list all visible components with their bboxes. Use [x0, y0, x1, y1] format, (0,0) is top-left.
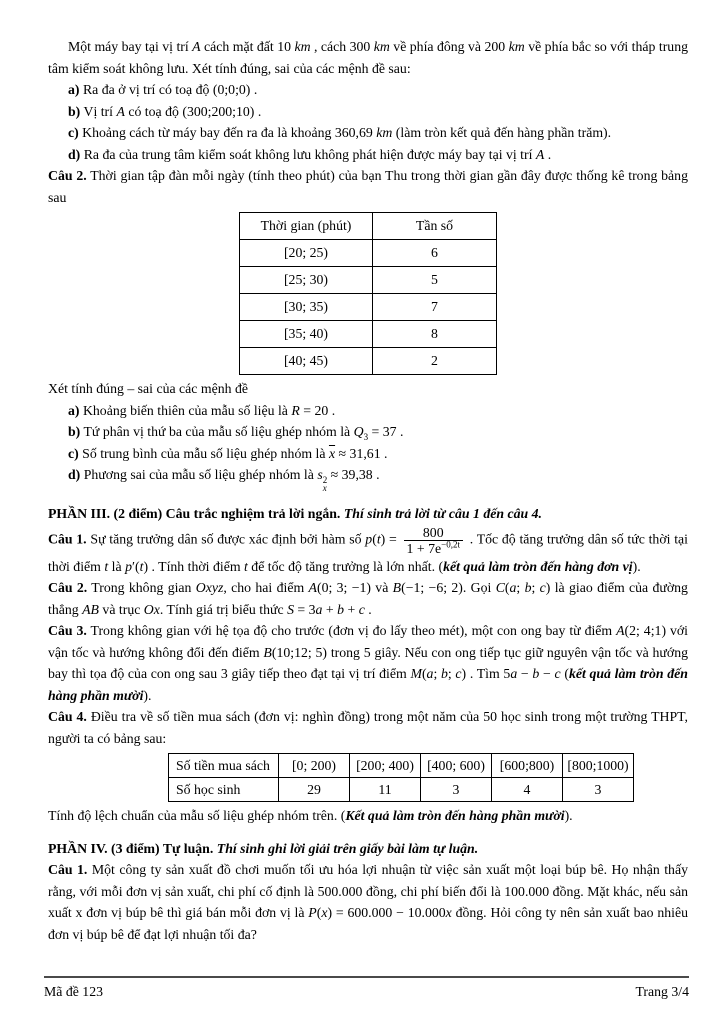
table-cell: 6 [373, 240, 497, 267]
text-run: ). [564, 808, 573, 823]
p2q2-statement-c [48, 443, 688, 465]
text-run: . Tốc độ tăng trưởng dân số tức thời tại thời điểm [48, 531, 688, 574]
text-run: d) [68, 146, 81, 162]
text-run: c [539, 580, 546, 595]
text-run: Khoảng cách từ máy bay đến ra đa là khoảng 360,69 [78, 125, 377, 140]
text-run: M [410, 666, 422, 681]
text-run: Ox [143, 601, 160, 617]
text-run: c) [68, 125, 79, 140]
text-run: p [125, 558, 132, 574]
text-run: = 37 . [368, 424, 404, 439]
text-run: có toạ độ (300;200;10) . [124, 103, 262, 119]
text-run: t [244, 558, 248, 574]
text-run: Số trung bình của mẫu số liệu ghép nhóm là [78, 445, 329, 461]
text-run: t [139, 558, 144, 574]
text-run: Ra đa của trung tâm kiểm soát không lưu không phát hiện được máy bay tại vị trí [80, 146, 536, 162]
text-run: $\overline{x}$ [328, 445, 336, 461]
text-run: Câu 2. [48, 168, 87, 183]
text-run: km [294, 39, 311, 54]
p3q4-prompt [48, 805, 688, 827]
text-run: p [365, 531, 373, 547]
text-run: A [616, 623, 625, 638]
text-run: là [108, 558, 126, 574]
text-run: + [322, 601, 338, 617]
p3q3 [48, 620, 688, 706]
text-run: Vị trí [80, 103, 117, 119]
subscript: x [322, 483, 327, 493]
text-run: AB [82, 601, 99, 617]
table-row [240, 213, 497, 240]
text-run: ; [531, 580, 540, 595]
text-run: . [364, 601, 372, 617]
text-run: (10;12; 5) trong 5 giây. Nếu con ong tiếp tục giữ nguyên vận tốc và hướng bay thì tọa độ của con ong sau 3 giây tiếp theo đạt tại vị trí điểm [48, 644, 688, 681]
table-cell: [600;800) [492, 754, 563, 778]
text-run: Thí sinh ghi lời giải trên giấy bài làm tự luận. [216, 840, 479, 856]
table-row [240, 267, 497, 294]
text-run: để tốc độ tăng trưởng là lớn nhất. ( [247, 558, 444, 574]
p2q2-statement-b [48, 421, 688, 443]
text-run: c [554, 666, 561, 681]
text-run: Kết quả làm tròn đến hàng phần mười [345, 808, 565, 823]
text-run: (2; 4;1) với vận tốc và hướng không đổi đến điểm [48, 623, 689, 660]
fraction-denominator [404, 540, 463, 556]
text-run: 1 + 7e [406, 540, 442, 556]
table-cell: 2 [373, 348, 497, 375]
text-run: về phía bắc so với tháp trung tâm kiểm soát không lưu. Xét tính đúng, sai của các mệnh đề sau: [48, 39, 688, 76]
time-frequency-table [239, 212, 497, 375]
table-row [240, 294, 497, 321]
table-cell: [800;1000) [563, 754, 634, 778]
text-run: Sự tăng trưởng dân số được xác định bởi hàm số [86, 531, 366, 547]
text-run: Câu 3. [48, 623, 87, 638]
text-run: a [315, 601, 323, 617]
fraction [402, 525, 465, 556]
table-cell: 3 [421, 778, 492, 802]
text-run: và trục [98, 601, 144, 617]
text-run: = 3 [293, 601, 316, 617]
text-run: ; [516, 580, 525, 595]
text-run: PHẦN III. (2 điểm) Câu trắc nghiệm trả lời ngắn. [48, 506, 344, 521]
text-run: S [287, 601, 294, 617]
text-run: . Tính thời điểm [148, 558, 244, 574]
p2q1-intro [48, 36, 688, 79]
text-run: Câu 2. [48, 580, 88, 595]
text-run: c) [68, 445, 79, 461]
text-run: Trong không gian [87, 580, 196, 595]
text-run: c [455, 666, 462, 681]
table-cell: [25; 30) [240, 267, 373, 294]
text-run: b [337, 601, 345, 617]
text-run: B [392, 580, 402, 595]
p2q1-statement-d [48, 144, 688, 166]
text-run: a [510, 666, 518, 681]
table-row [240, 321, 497, 348]
text-run: Tứ phân vị thứ ba của mẫu số liệu ghép nhóm là [80, 424, 354, 439]
text-run: A [535, 146, 545, 162]
exam-code: Mã đề 123 [44, 984, 104, 999]
text-run: Tính độ lệch chuẩn của mẫu số liệu ghép nhóm trên. ( [48, 808, 346, 823]
text-run: Khoảng biến thiên của mẫu số liệu là [79, 402, 292, 418]
p3q2 [48, 577, 688, 620]
text-run: b) [68, 103, 81, 119]
text-run: C [495, 580, 505, 595]
text-run: ≈ 31,61 . [335, 445, 388, 461]
table-cell: 5 [373, 267, 497, 294]
text-run: Câu 4. [48, 709, 87, 724]
table-cell: [0; 200) [279, 754, 350, 778]
text-run: 800 [422, 524, 444, 540]
text-run: km [373, 39, 390, 54]
text-run: về phía đông và 200 [389, 39, 509, 54]
text-run: − [517, 666, 533, 681]
p2q2-intro [48, 165, 688, 208]
text-run: , cho hai điểm [223, 580, 309, 595]
text-run: + [344, 601, 359, 617]
text-run: ). [143, 687, 152, 703]
subscript: 3 [363, 431, 369, 442]
table-row [169, 754, 634, 778]
superscript: 2 [322, 475, 328, 485]
text-run: Một máy bay tại vị trí [68, 39, 193, 54]
text-run: Thời gian tập đàn mỗi ngày (tính theo phút) của bạn Thu trong thời gian gần đây được thống kê trong bảng sau [48, 168, 688, 205]
p4q1 [48, 859, 688, 945]
text-run: Câu 1. [48, 531, 87, 547]
book-money-table [168, 753, 634, 802]
text-run: ) là giao điểm của đường thẳng [48, 580, 688, 617]
table-cell: [40; 45) [240, 348, 373, 375]
text-run: ) = 600.000 − 10.000 [327, 905, 446, 920]
table-cell: 7 [373, 294, 497, 321]
text-run: ( [504, 580, 510, 595]
p2q2-statement-d [48, 464, 688, 492]
text-run: đồng. Hỏi công ty nên sản xuất bao nhiêu đơn vị búp bê để đạt lợi nhuận tối đa? [48, 905, 688, 942]
text-run: ≈ 39,38 . [327, 467, 380, 482]
text-run: Ra đa ở vị trí có toạ độ (0;0;0) . [79, 82, 258, 97]
text-run: km [376, 125, 393, 140]
table-cell: Số tiền mua sách [169, 754, 279, 778]
part4-heading [48, 838, 688, 860]
p3q1 [48, 525, 688, 578]
document-body [48, 36, 688, 945]
table-cell: 11 [350, 778, 421, 802]
p2q1-statement-b [48, 101, 688, 123]
text-run: P [308, 905, 317, 920]
text-run: ( [560, 666, 569, 681]
page-number: Trang 3/4 [635, 984, 689, 999]
text-run: t [376, 531, 381, 547]
table-cell: 29 [279, 778, 350, 802]
text-run: kết quả làm tròn đến hàng phần mười [48, 666, 688, 703]
p3q4-intro [48, 706, 688, 749]
text-run: ) . Tìm 5 [461, 666, 511, 681]
text-run: cách mặt đất 10 [200, 39, 295, 54]
table-row [240, 348, 497, 375]
p2q2-prompt [48, 378, 688, 400]
table-cell: Số học sinh [169, 778, 279, 802]
table-cell: [30; 35) [240, 294, 373, 321]
text-run: − [539, 666, 555, 681]
text-run: A [192, 39, 201, 54]
text-run: Câu 1. [48, 862, 88, 877]
text-run: (0; 3; −1) và [316, 580, 393, 595]
text-run: ( [421, 666, 427, 681]
p2q1-statement-a [48, 79, 688, 101]
table-cell: 3 [563, 778, 634, 802]
text-run: a) [68, 82, 80, 97]
text-run: s [317, 467, 323, 482]
text-run: ) = [380, 531, 401, 547]
superscript: −0,2t [441, 538, 460, 549]
text-run: Xét tính đúng – sai của các mệnh đề [48, 381, 248, 396]
text-run: c [358, 601, 365, 617]
table-cell: [20; 25) [240, 240, 373, 267]
fraction-numerator [404, 525, 463, 540]
text-run: Phương sai của mẫu số liệu ghép nhóm là [80, 467, 318, 482]
text-run: (làm tròn kết quả đến hàng phần trăm). [392, 125, 612, 140]
table-row [240, 240, 497, 267]
text-run: t [104, 558, 109, 574]
text-run: R [291, 402, 300, 418]
text-run: a [426, 666, 434, 681]
text-run: Một công ty sản xuất đồ chơi muốn tối ưu hóa lợi nhuận từ việc sản xuất một loại búp bê. Họ nhận thấy rằng, với mỗi đơn vị sản xuất, chi phí cố định là 500.000 đồng, chi phí biến đổi là 100.000 đồng. Mặt khác, nếu sản xuất x đơn vị búp bê thì giá bán mỗi đơn vị là [48, 862, 688, 920]
table-cell: [400; 600) [421, 754, 492, 778]
text-run: kết quả làm tròn đến hàng đơn vị [443, 558, 633, 574]
p2q2-statement-a [48, 400, 688, 422]
text-run: ; [433, 666, 441, 681]
table-cell: [200; 400) [350, 754, 421, 778]
text-run: b [524, 580, 532, 595]
text-run: ). [632, 558, 641, 574]
text-run: A [308, 580, 317, 595]
part3-heading [48, 503, 688, 525]
text-run: d) [68, 467, 81, 482]
text-run: (−1; −6; 2). Gọi [401, 580, 496, 595]
text-run: , cách 300 [310, 39, 374, 54]
text-run: ( [372, 531, 377, 547]
text-run: Trong không gian với hệ tọa độ cho trước (đơn vị đo lấy theo mét), một con ong bay từ điểm [86, 623, 617, 638]
text-run: . [544, 146, 552, 162]
table-cell: 4 [492, 778, 563, 802]
table-cell: Tần số [373, 213, 497, 240]
table-cell: 8 [373, 321, 497, 348]
p2q1-statement-c [48, 122, 688, 144]
text-run: x [321, 905, 328, 920]
text-run: km [508, 39, 525, 54]
text-run: Thí sinh trả lời từ câu 1 đến câu 4. [343, 506, 542, 521]
text-run: A [116, 103, 125, 119]
text-run: = 20 . [299, 402, 336, 418]
text-run: a) [68, 402, 80, 418]
text-run: x [445, 905, 452, 920]
text-run: Điều tra về số tiền mua sách (đơn vị: nghìn đồng) trong một năm của 50 học sinh trong một trường THPT, người ta có bảng sau: [48, 709, 688, 746]
table-row [169, 778, 634, 802]
text-run: ) [143, 558, 149, 574]
text-run: b) [68, 424, 81, 439]
table-cell: [35; 40) [240, 321, 373, 348]
page-footer [44, 976, 689, 1003]
text-run: b [532, 666, 540, 681]
table-cell: Thời gian (phút) [240, 213, 373, 240]
text-run: PHẦN IV. (3 điểm) Tự luận. [48, 840, 217, 856]
text-run: ( [316, 905, 322, 920]
text-run: . Tính giá trị biểu thức [159, 601, 288, 617]
text-run: ; [447, 666, 456, 681]
text-run: a [509, 580, 517, 595]
text-run: Oxyz [195, 580, 224, 595]
text-run: B [263, 644, 272, 660]
text-run: Q [353, 424, 364, 439]
text-run: b [440, 666, 448, 681]
text-run: ′( [131, 558, 140, 574]
